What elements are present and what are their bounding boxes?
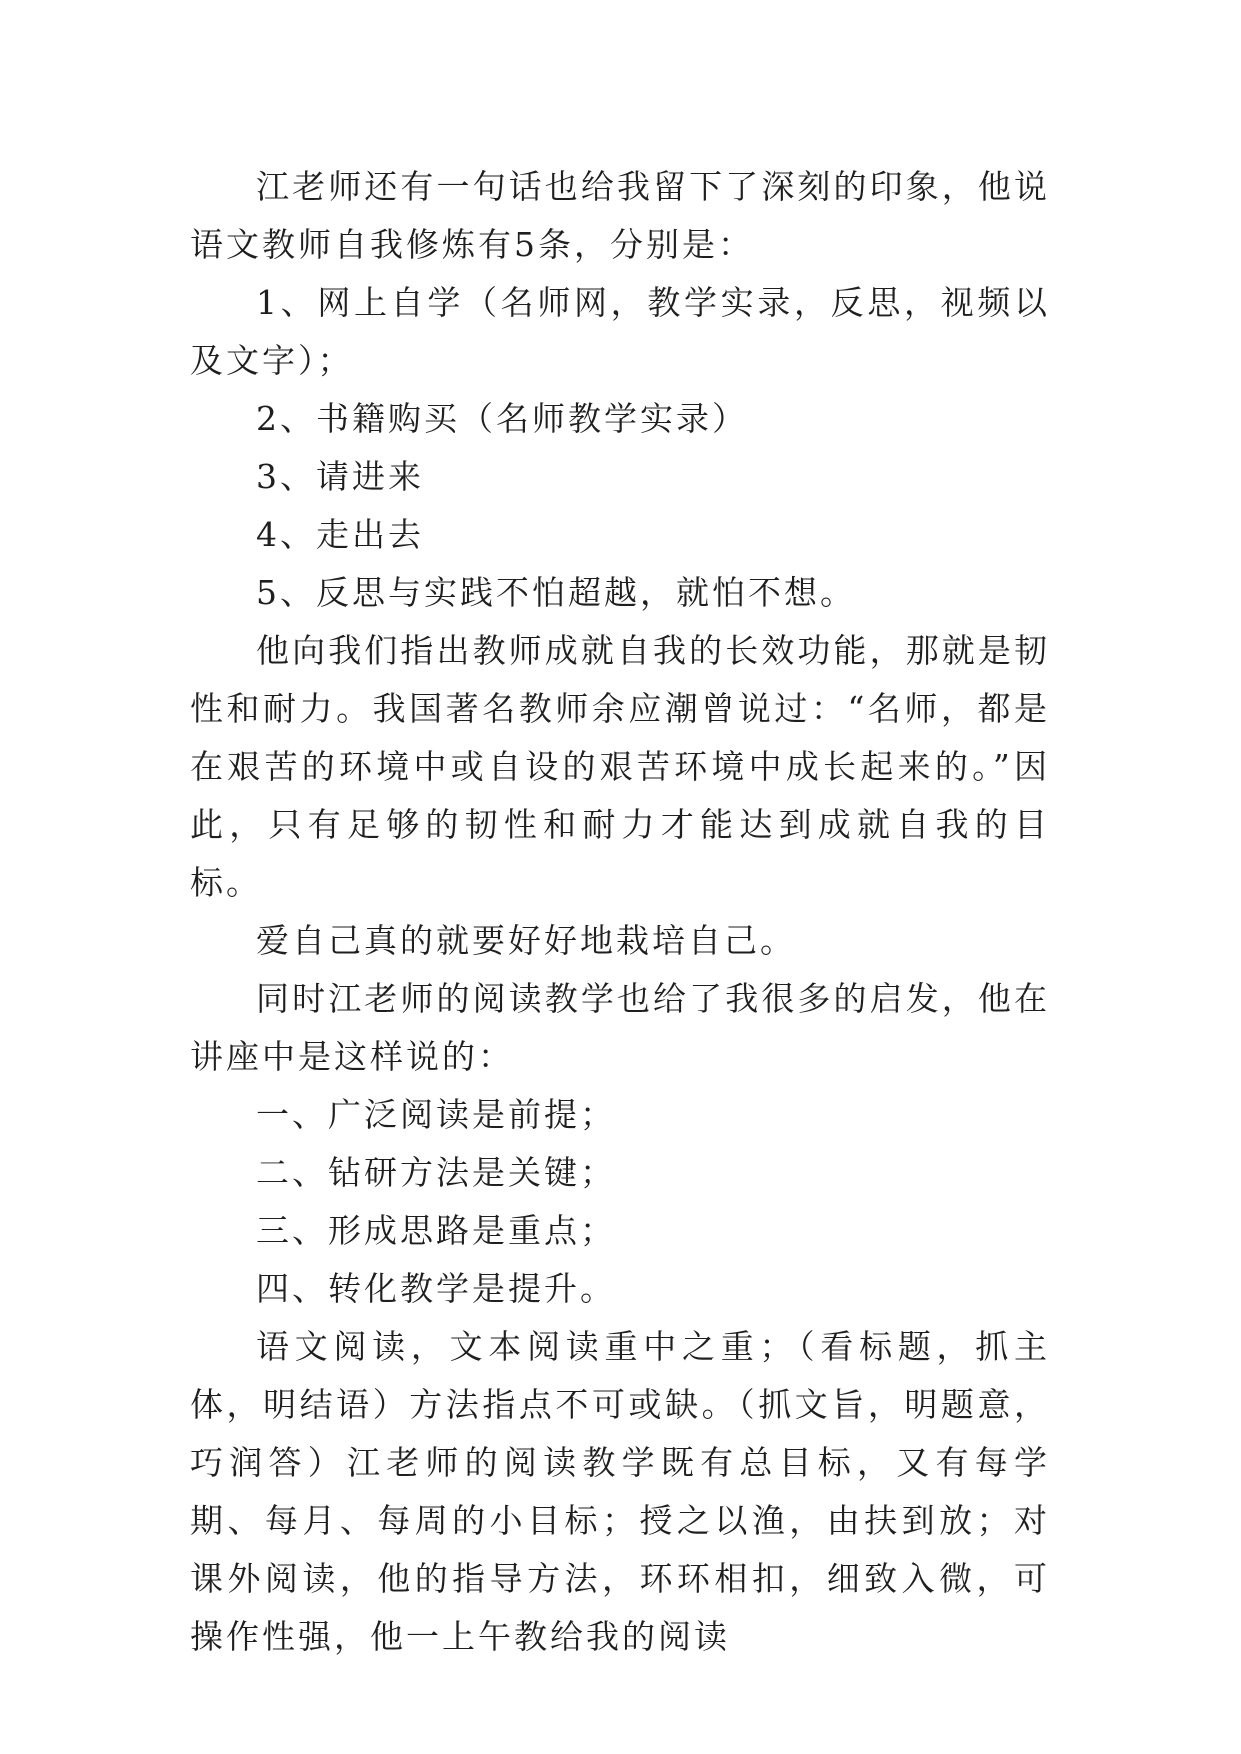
list-item-5: 5、反思与实践不怕超越，就怕不想。	[256, 573, 856, 612]
reading-point-3: 三、形成思路是重点；	[256, 1211, 616, 1250]
paragraph-reading-method: 语文阅读，文本阅读重中之重；（看标题，抓主体，明结语）方法指点不可或缺。（抓文旨，明题意，巧润答）江老师的阅读教学既有总目标，又有每学期、每月、每周的小目标；授之以渔，由扶到放；对课外阅读，他的指导方法，环环相扣，细致入微，可操作性强，他一上午教给我的阅读	[190, 1327, 1050, 1656]
list-item-1: 1、网上自学（名师网，教学实录，反思，视频以及文字）；	[190, 283, 1050, 380]
paragraph-reading-intro: 同时江老师的阅读教学也给了我很多的启发，他在讲座中是这样说的：	[190, 979, 1050, 1076]
reading-point-4: 四、转化教学是提升。	[256, 1269, 616, 1308]
list-item-3: 3、请进来	[256, 457, 424, 496]
document-body	[190, 158, 1050, 1666]
list-item-2: 2、书籍购买（名师教学实录）	[256, 399, 748, 438]
paragraph-toughness: 他向我们指出教师成就自我的长效功能，那就是韧性和耐力。我国著名教师余应潮曾说过：“名师，都是在艰苦的环境中或自设的艰苦环境中成长起来的。”因此，只有足够的韧性和耐力才能达到成就自我的目标。	[190, 631, 1050, 902]
reading-point-2: 二、钻研方法是关键；	[256, 1153, 616, 1192]
list-item-4: 4、走出去	[256, 515, 424, 554]
reading-point-1: 一、广泛阅读是前提；	[256, 1095, 616, 1134]
paragraph-intro: 江老师还有一句话也给我留下了深刻的印象，他说语文教师自我修炼有5条，分别是：	[190, 167, 1050, 264]
paragraph-self-cultivation: 爱自己真的就要好好地栽培自己。	[256, 921, 796, 960]
